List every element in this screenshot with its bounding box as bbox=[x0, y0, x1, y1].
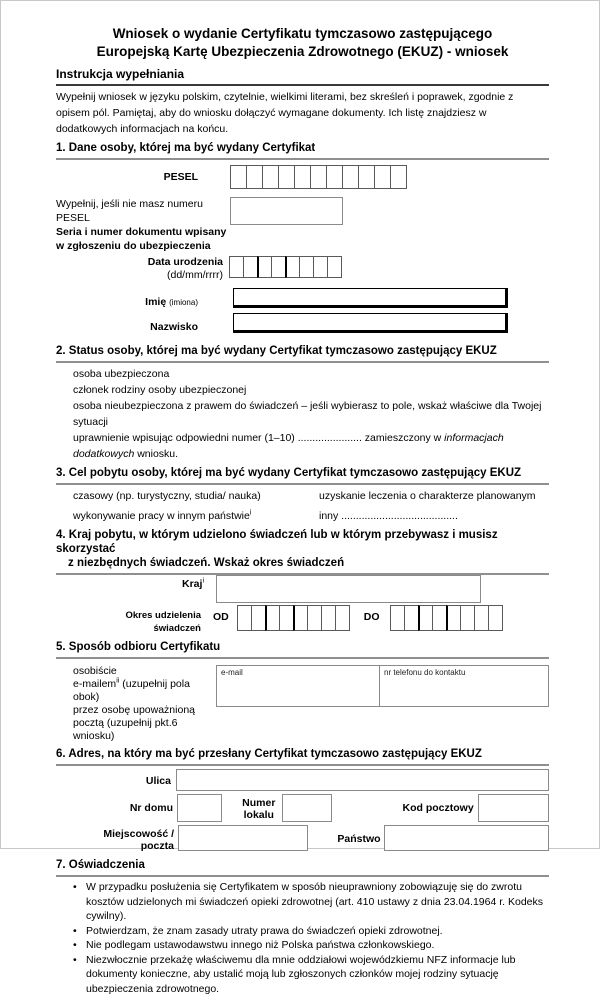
status-option-uninsured-line2 bbox=[73, 430, 549, 462]
birth-date-label-text: Data urodzenia bbox=[56, 256, 223, 269]
footnote-marker-country: i bbox=[202, 578, 204, 585]
char-cell[interactable] bbox=[374, 165, 391, 189]
postal-code-field[interactable] bbox=[478, 794, 549, 822]
firstname-field[interactable] bbox=[233, 288, 508, 308]
section2-heading: 2. Status osoby, której ma być wydany Certyfikat tymczasowo zastępujący EKUZ bbox=[56, 344, 549, 363]
char-cell[interactable] bbox=[243, 256, 258, 278]
document-number-field[interactable] bbox=[230, 197, 343, 225]
firstname-label-text: Imię bbox=[145, 296, 166, 308]
service-period-label-line2: świadczeń bbox=[56, 622, 201, 635]
status-line2-tail: wniosku. bbox=[134, 448, 178, 460]
purpose-planned-treatment: uzyskanie leczenia o charakterze planowanym bbox=[319, 490, 549, 502]
section4-heading bbox=[56, 528, 549, 575]
delivery-option-authorized-person: przez osobę upoważnioną bbox=[73, 704, 216, 717]
declaration-text-3: Nie podlegam ustawodawstwu innego niż Polska państwa członkowskiego. bbox=[86, 938, 549, 953]
country-label-text: Kraj bbox=[182, 578, 202, 590]
apartment-number-label-line1: Numer bbox=[240, 797, 278, 809]
declaration-item bbox=[56, 924, 549, 939]
footnote-marker-ii: ii bbox=[116, 678, 119, 685]
pesel-input[interactable] bbox=[230, 165, 407, 189]
street-field[interactable] bbox=[176, 769, 549, 791]
status-option-uninsured: osoba nieubezpieczona z prawem do świadczeń – jeśli wybierasz to pole, wskaż właściwe dla Twojej sytuacji bbox=[73, 398, 549, 430]
delivery-email-note: (uzupełnij pola obok) bbox=[73, 678, 190, 703]
page-title-line1: Wniosek o wydanie Certyfikatu tymczasowo zastępującego bbox=[56, 25, 549, 43]
street-row bbox=[56, 769, 549, 791]
birth-date-input[interactable] bbox=[229, 256, 342, 278]
document-number-row bbox=[56, 197, 549, 253]
delivery-option-in-person: osobiście bbox=[73, 665, 216, 678]
section6-heading: 6. Adres, na który ma być przesłany Certyfikat tymczasowo zastępujący EKUZ bbox=[56, 747, 549, 766]
page-title-line2: Europejską Kartę Ubezpieczenia Zdrowotnego (EKUZ) - wniosek bbox=[56, 43, 549, 61]
period-to-label: DO bbox=[364, 605, 380, 623]
state-country-field[interactable] bbox=[384, 825, 549, 851]
declaration-text-1: W przypadku posłużenia się Certyfikatem w sposób nieuprawniony zobowiązuję się do zwrotu kosztów udzielonych mi świadczeń opieki zdrowotnej (art. 410 ustawy z dnia 23.04.1964 r. Kodeks cywilny). bbox=[86, 880, 549, 924]
char-cell[interactable] bbox=[432, 605, 447, 631]
char-cell[interactable] bbox=[418, 605, 433, 631]
declarations-list bbox=[56, 880, 549, 996]
char-cell[interactable] bbox=[321, 605, 336, 631]
instructions-heading: Instrukcja wypełniania bbox=[56, 67, 549, 86]
firstname-label bbox=[56, 288, 198, 309]
city-label-line1: Miejscowość / bbox=[56, 828, 174, 840]
email-field-label: e-mail bbox=[221, 668, 243, 677]
firstname-label-suffix: (imiona) bbox=[169, 298, 198, 307]
delivery-option-email bbox=[73, 678, 216, 704]
char-cell[interactable] bbox=[313, 256, 328, 278]
purpose-temporary: czasowy (np. turystyczny, studia/ nauka) bbox=[56, 490, 319, 502]
apartment-number-label-line2: lokalu bbox=[240, 809, 278, 821]
char-cell[interactable] bbox=[294, 165, 311, 189]
declaration-text-4: Niezwłocznie przekażę właściwemu dla mnie oddziałowi wojewódzkiemu NFZ informacje lub dokumenty konieczne, aby ustalić moją lub zgłoszonych członków mojej rodziny sytuację ubezpieczenia zdrowotnego. bbox=[86, 953, 549, 996]
bullet-marker: • bbox=[56, 938, 86, 953]
section7-heading: 7. Oświadczenia bbox=[56, 858, 549, 877]
country-row bbox=[56, 575, 549, 603]
contact-box bbox=[216, 665, 549, 707]
char-cell[interactable] bbox=[460, 605, 475, 631]
purpose-other: inny ........................................ bbox=[319, 510, 549, 522]
country-label bbox=[56, 575, 204, 591]
pesel-label: PESEL bbox=[56, 165, 198, 184]
apartment-number-field[interactable] bbox=[282, 794, 332, 822]
no-pesel-note: Wypełnij, jeśli nie masz numeru PESEL bbox=[56, 197, 230, 225]
char-cell[interactable] bbox=[278, 165, 295, 189]
page-title bbox=[56, 25, 549, 61]
char-cell[interactable] bbox=[262, 165, 279, 189]
char-cell[interactable] bbox=[327, 256, 342, 278]
bullet-marker: • bbox=[56, 924, 86, 939]
char-cell[interactable] bbox=[474, 605, 489, 631]
birth-date-label bbox=[56, 256, 223, 282]
declaration-item bbox=[56, 938, 549, 953]
service-period-label bbox=[56, 605, 201, 635]
delivery-options bbox=[56, 665, 216, 743]
address-numbers-row bbox=[56, 794, 549, 822]
delivery-email-text: e-mailem bbox=[73, 678, 116, 690]
surname-field[interactable] bbox=[233, 313, 508, 333]
char-cell[interactable] bbox=[229, 256, 244, 278]
status-line2-italic: informacjach dodatkowych bbox=[73, 432, 504, 460]
period-from-label: OD bbox=[213, 605, 229, 623]
birth-date-format: (dd/mm/rrrr) bbox=[56, 269, 223, 282]
bullet-marker: • bbox=[56, 880, 86, 924]
postal-code-label: Kod pocztowy bbox=[374, 794, 474, 814]
section1-heading: 1. Dane osoby, której ma być wydany Certyfikat bbox=[56, 141, 549, 160]
city-label-line2: poczta bbox=[56, 840, 174, 852]
period-to-input[interactable] bbox=[390, 605, 503, 631]
char-cell[interactable] bbox=[390, 165, 407, 189]
street-label: Ulica bbox=[56, 769, 171, 787]
section4-heading-line1: 4. Kraj pobytu, w którym udzielono świadczeń lub w którym przebywasz i musisz skorzystać bbox=[56, 529, 498, 555]
status-option-insured: osoba ubezpieczona bbox=[73, 366, 549, 382]
delivery-options-row bbox=[56, 665, 549, 743]
footnote-marker-i: i bbox=[250, 510, 252, 517]
apartment-number-label bbox=[240, 794, 278, 821]
char-cell[interactable] bbox=[299, 256, 314, 278]
char-cell[interactable] bbox=[335, 605, 350, 631]
status-line2-text: uprawnienie wpisując odpowiedni numer (1–10) ...................... zamieszczony w bbox=[73, 432, 444, 444]
purpose-row2 bbox=[56, 510, 549, 522]
surname-row bbox=[56, 313, 549, 334]
purpose-work-abroad bbox=[56, 510, 319, 522]
city-label bbox=[56, 825, 174, 852]
pesel-row bbox=[56, 165, 549, 189]
char-cell[interactable] bbox=[404, 605, 419, 631]
surname-label: Nazwisko bbox=[56, 313, 198, 334]
service-period-row bbox=[56, 605, 549, 635]
char-cell[interactable] bbox=[251, 605, 266, 631]
char-cell[interactable] bbox=[488, 605, 503, 631]
char-cell[interactable] bbox=[390, 605, 405, 631]
house-number-label: Nr domu bbox=[56, 794, 173, 814]
char-cell[interactable] bbox=[293, 605, 308, 631]
city-field[interactable] bbox=[178, 825, 308, 851]
char-cell[interactable] bbox=[342, 165, 359, 189]
char-cell[interactable] bbox=[307, 605, 322, 631]
house-number-field[interactable] bbox=[177, 794, 222, 822]
char-cell[interactable] bbox=[257, 256, 272, 278]
purpose-row1 bbox=[56, 490, 549, 502]
service-period-label-line1: Okres udzielenia bbox=[56, 609, 201, 622]
email-field[interactable] bbox=[217, 666, 380, 706]
char-cell[interactable] bbox=[358, 165, 375, 189]
status-options bbox=[56, 366, 549, 462]
char-cell[interactable] bbox=[310, 165, 327, 189]
country-field[interactable] bbox=[216, 575, 481, 603]
firstname-row bbox=[56, 288, 549, 309]
phone-field-label: nr telefonu do kontaktu bbox=[384, 668, 465, 677]
char-cell[interactable] bbox=[237, 605, 252, 631]
state-country-label: Państwo bbox=[311, 825, 381, 845]
declaration-text-2: Potwierdzam, że znam zasady utraty prawa do świadczeń opieki zdrowotnej. bbox=[86, 924, 549, 939]
char-cell[interactable] bbox=[279, 605, 294, 631]
char-cell[interactable] bbox=[246, 165, 263, 189]
section5-heading: 5. Sposób odbioru Certyfikatu bbox=[56, 640, 549, 659]
status-option-family-member: członek rodziny osoby ubezpieczonej bbox=[73, 382, 549, 398]
declaration-item bbox=[56, 880, 549, 924]
char-cell[interactable] bbox=[326, 165, 343, 189]
char-cell[interactable] bbox=[285, 256, 300, 278]
birth-date-row bbox=[56, 256, 549, 282]
document-number-label-line2: w zgłoszeniu do ubezpieczenia bbox=[56, 239, 230, 253]
char-cell[interactable] bbox=[265, 605, 280, 631]
city-country-row bbox=[56, 825, 549, 852]
bullet-marker: • bbox=[56, 953, 86, 996]
instructions-text: Wypełnij wniosek w języku polskim, czytelnie, wielkimi literami, bez skreśleń i poprawek, zgodnie z opisem pól. Pamiętaj, aby do wniosku dołączyć wymagane dokumenty. Ich listę znajdziesz w dodatkowych informacjach na końcu. bbox=[56, 89, 549, 137]
section3-heading: 3. Cel pobytu osoby, której ma być wydany Certyfikat tymczasowo zastępujący EKUZ bbox=[56, 466, 549, 485]
section4-heading-line2: z niezbędnych świadczeń. Wskaż okres świadczeń bbox=[56, 556, 549, 570]
phone-field[interactable] bbox=[380, 666, 548, 706]
char-cell[interactable] bbox=[230, 165, 247, 189]
period-from-input[interactable] bbox=[237, 605, 350, 631]
delivery-option-post: pocztą (uzupełnij pkt.6 wniosku) bbox=[73, 717, 216, 743]
declaration-item bbox=[56, 953, 549, 996]
document-number-label-line1: Seria i numer dokumentu wpisany bbox=[56, 225, 230, 239]
char-cell[interactable] bbox=[271, 256, 286, 278]
purpose-work-text: wykonywanie pracy w innym państwie bbox=[73, 510, 250, 522]
char-cell[interactable] bbox=[446, 605, 461, 631]
